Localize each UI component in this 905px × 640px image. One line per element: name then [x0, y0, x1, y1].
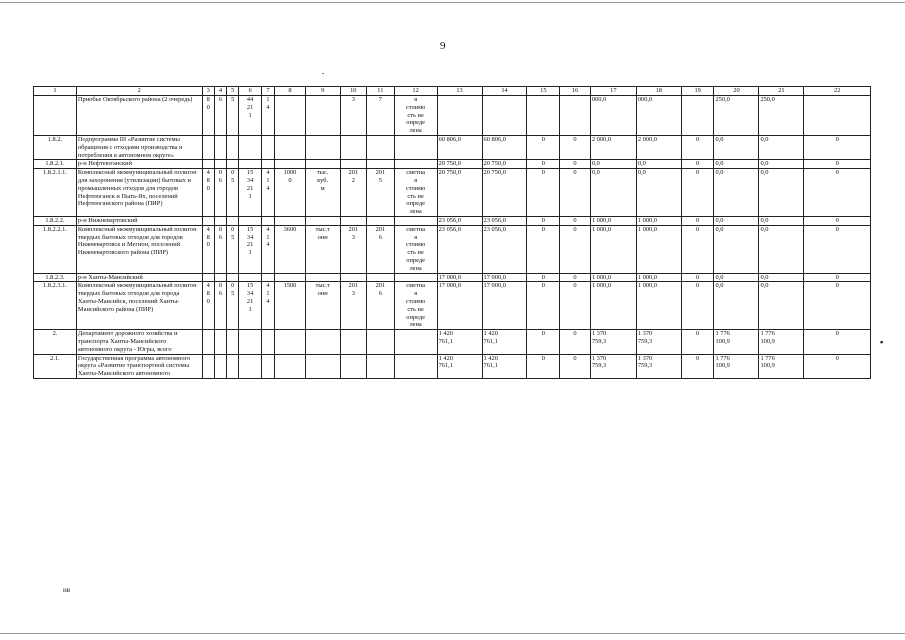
row-name-cell: Комплексный межмуниципальный полигон твердых бытовых отходов для города Ханты-Мансийск, поселений Ханты-Мансийского района (ПИР): [76, 282, 202, 330]
value-cell: 0 6: [214, 169, 226, 217]
value-cell: 0: [527, 282, 560, 330]
value-cell: 0,0: [636, 169, 681, 217]
value-cell: 0,0: [759, 225, 804, 273]
value-cell: [275, 330, 306, 354]
value-cell: [214, 160, 226, 169]
value-cell: 1 370 759,3: [590, 330, 636, 354]
value-cell: 0: [804, 135, 871, 159]
row-code-cell: 1.8.2.1.: [34, 160, 77, 169]
value-cell: [305, 273, 340, 282]
value-cell: [202, 216, 214, 225]
top-scan-border: [0, 2, 905, 3]
value-cell: [340, 135, 367, 159]
value-cell: [227, 135, 239, 159]
value-cell: 0: [527, 225, 560, 273]
row-name-cell: Подпрограмма III «Развитие системы обращения с отходами производства и потребления в автономном округе»: [76, 135, 202, 159]
value-cell: 1 420 761,1: [482, 330, 527, 354]
value-cell: [367, 135, 395, 159]
value-cell: 5: [227, 96, 239, 136]
value-cell: тыс. куб. м: [305, 169, 340, 217]
value-cell: 0,0: [590, 169, 636, 217]
value-cell: 60 806,0: [437, 135, 482, 159]
column-header: 9: [305, 87, 340, 96]
value-cell: сметна я стоимо сть не опреде лена: [394, 169, 437, 217]
value-cell: 3600: [275, 225, 306, 273]
value-cell: 20 750,0: [437, 169, 482, 217]
column-header: 3: [202, 87, 214, 96]
value-cell: 0: [527, 330, 560, 354]
table-row: [34, 330, 871, 354]
value-cell: [214, 135, 226, 159]
value-cell: [261, 160, 274, 169]
value-cell: [261, 216, 274, 225]
value-cell: 201 3: [340, 282, 367, 330]
value-cell: 0: [681, 135, 714, 159]
value-cell: 0,0: [714, 160, 759, 169]
scan-mark: -: [322, 69, 325, 77]
value-cell: 201 6: [367, 282, 395, 330]
value-cell: 0,0: [714, 216, 759, 225]
column-header: 8: [275, 87, 306, 96]
value-cell: 0,0: [714, 169, 759, 217]
value-cell: [367, 354, 395, 378]
value-cell: 0: [804, 225, 871, 273]
value-cell: 4 1 4: [261, 282, 274, 330]
footer-initials: нв: [63, 586, 71, 594]
margin-mark: ▪: [880, 337, 884, 347]
row-code-cell: 1.8.2.3.: [34, 273, 77, 282]
value-cell: 201 3: [340, 225, 367, 273]
value-cell: 17 000,0: [482, 282, 527, 330]
value-cell: 0: [804, 273, 871, 282]
value-cell: [340, 354, 367, 378]
value-cell: 1 000,0: [590, 225, 636, 273]
value-cell: 0: [560, 160, 591, 169]
value-cell: [681, 96, 714, 136]
value-cell: 1 370 759,3: [590, 354, 636, 378]
value-cell: [340, 273, 367, 282]
table-row: [34, 169, 871, 217]
value-cell: 1 776 100,9: [714, 330, 759, 354]
column-header: 17: [590, 87, 636, 96]
value-cell: 1 000,0: [636, 273, 681, 282]
table-row: [34, 273, 871, 282]
value-cell: 0 5: [227, 282, 239, 330]
value-cell: тыс.т онн: [305, 282, 340, 330]
row-code-cell: 1.8.2.3.1.: [34, 282, 77, 330]
value-cell: [305, 96, 340, 136]
value-cell: 20 750,0: [482, 160, 527, 169]
value-cell: [367, 273, 395, 282]
table-row: [34, 282, 871, 330]
value-cell: [367, 330, 395, 354]
row-code-cell: 1.8.2.2.: [34, 216, 77, 225]
value-cell: [261, 330, 274, 354]
value-cell: 0,0: [759, 282, 804, 330]
value-cell: 0,0: [714, 273, 759, 282]
value-cell: 0: [527, 273, 560, 282]
budget-table: [33, 86, 871, 379]
value-cell: [239, 273, 261, 282]
value-cell: 60 806,0: [482, 135, 527, 159]
value-cell: 0: [560, 216, 591, 225]
value-cell: [227, 216, 239, 225]
value-cell: [202, 273, 214, 282]
column-header: 5: [227, 87, 239, 96]
value-cell: 1 000,0: [636, 225, 681, 273]
table-row: [34, 354, 871, 378]
value-cell: 4 1 4: [261, 169, 274, 217]
value-cell: [275, 96, 306, 136]
value-cell: 0 6: [214, 225, 226, 273]
value-cell: [202, 160, 214, 169]
value-cell: [527, 96, 560, 136]
value-cell: [275, 354, 306, 378]
value-cell: [560, 96, 591, 136]
value-cell: 250,0: [714, 96, 759, 136]
value-cell: 0,0: [714, 225, 759, 273]
value-cell: [214, 216, 226, 225]
value-cell: 0: [527, 354, 560, 378]
row-name-cell: Департамент дорожного хозяйства и транспорта Ханты-Мансийского автономного округа - Югры, всего: [76, 330, 202, 354]
value-cell: 000,0: [590, 96, 636, 136]
value-cell: 1 776 100,9: [714, 354, 759, 378]
value-cell: 0: [804, 216, 871, 225]
value-cell: 4 8 0: [202, 282, 214, 330]
value-cell: 1 370 759,3: [636, 330, 681, 354]
value-cell: 0: [681, 282, 714, 330]
value-cell: 1 000,0: [590, 273, 636, 282]
value-cell: [394, 330, 437, 354]
page-number: 9: [440, 40, 446, 52]
value-cell: 0,0: [759, 135, 804, 159]
value-cell: [227, 160, 239, 169]
value-cell: 201 5: [367, 169, 395, 217]
value-cell: я стоимо сть не опреде лена: [394, 96, 437, 136]
value-cell: 3: [340, 96, 367, 136]
value-cell: 0: [560, 330, 591, 354]
value-cell: [261, 273, 274, 282]
value-cell: 15 34 21 1: [239, 225, 261, 273]
value-cell: [367, 216, 395, 225]
value-cell: 8 0: [202, 96, 214, 136]
value-cell: 0: [560, 282, 591, 330]
value-cell: 1 4: [261, 96, 274, 136]
value-cell: 0: [804, 282, 871, 330]
value-cell: 6: [214, 96, 226, 136]
value-cell: [394, 273, 437, 282]
value-cell: [202, 330, 214, 354]
value-cell: 0,0: [636, 160, 681, 169]
value-cell: 4 8 0: [202, 169, 214, 217]
row-code-cell: 1.8.2.: [34, 135, 77, 159]
row-name-cell: р-н Нефтеюганский: [76, 160, 202, 169]
value-cell: [275, 273, 306, 282]
value-cell: 4 1 4: [261, 225, 274, 273]
value-cell: [261, 135, 274, 159]
row-name-cell: Комплексный межмуниципальный полигон для захоронения (утилизации) бытовых и промышленных отходов для городов Нефтеюганск и Пыть-Ях, поселений Нефтеюганского района (ПИР): [76, 169, 202, 217]
value-cell: 23 056,0: [482, 216, 527, 225]
value-cell: [305, 160, 340, 169]
value-cell: 250,0: [759, 96, 804, 136]
row-code-cell: 2.: [34, 330, 77, 354]
table-row: [34, 225, 871, 273]
value-cell: [239, 216, 261, 225]
value-cell: 0: [527, 216, 560, 225]
value-cell: 0: [560, 354, 591, 378]
value-cell: [305, 330, 340, 354]
value-cell: [394, 354, 437, 378]
value-cell: [482, 96, 527, 136]
value-cell: 0,0: [759, 169, 804, 217]
value-cell: 44 21 1: [239, 96, 261, 136]
table-row: [34, 160, 871, 169]
value-cell: 1 420 761,1: [482, 354, 527, 378]
value-cell: 1 776 100,9: [759, 354, 804, 378]
value-cell: 000,0: [636, 96, 681, 136]
value-cell: [305, 354, 340, 378]
value-cell: [227, 354, 239, 378]
value-cell: 0: [560, 169, 591, 217]
value-cell: 2 000,0: [636, 135, 681, 159]
value-cell: [239, 330, 261, 354]
value-cell: 20 750,0: [482, 169, 527, 217]
value-cell: 4 8 0: [202, 225, 214, 273]
value-cell: [239, 160, 261, 169]
table-row: [34, 96, 871, 136]
value-cell: сметна я стоимо сть не опреде лена: [394, 225, 437, 273]
value-cell: 23 056,0: [482, 225, 527, 273]
value-cell: 7: [367, 96, 395, 136]
value-cell: [340, 160, 367, 169]
value-cell: сметна я стоимо сть не опреде лена: [394, 282, 437, 330]
column-header: 4: [214, 87, 226, 96]
value-cell: 17 000,0: [437, 282, 482, 330]
value-cell: 1500: [275, 282, 306, 330]
column-header: 22: [804, 87, 871, 96]
value-cell: 1 776 100,9: [759, 330, 804, 354]
table-row: [34, 135, 871, 159]
value-cell: [261, 354, 274, 378]
value-cell: [214, 354, 226, 378]
column-header: 16: [560, 87, 591, 96]
column-header: 2: [76, 87, 202, 96]
value-cell: 0: [681, 160, 714, 169]
value-cell: [239, 354, 261, 378]
value-cell: 0 5: [227, 169, 239, 217]
value-cell: [305, 216, 340, 225]
value-cell: 0,0: [759, 160, 804, 169]
value-cell: 0,0: [759, 216, 804, 225]
column-header: 13: [437, 87, 482, 96]
value-cell: 0: [681, 225, 714, 273]
value-cell: 1 370 759,3: [636, 354, 681, 378]
value-cell: [437, 96, 482, 136]
value-cell: тыс.т онн: [305, 225, 340, 273]
value-cell: 0,0: [759, 273, 804, 282]
value-cell: [340, 216, 367, 225]
value-cell: 1 000,0: [590, 216, 636, 225]
value-cell: 0: [681, 354, 714, 378]
value-cell: 0: [527, 169, 560, 217]
row-code-cell: [34, 96, 77, 136]
column-header: 19: [681, 87, 714, 96]
value-cell: 1000 0: [275, 169, 306, 217]
value-cell: [275, 160, 306, 169]
row-name-cell: р-н Ханты-Мансийский: [76, 273, 202, 282]
table-row: [34, 216, 871, 225]
value-cell: 0: [527, 160, 560, 169]
value-cell: 0: [804, 330, 871, 354]
value-cell: 23 056,0: [437, 225, 482, 273]
value-cell: 201 6: [367, 225, 395, 273]
value-cell: 1 000,0: [636, 216, 681, 225]
row-code-cell: 2.1.: [34, 354, 77, 378]
value-cell: 2 000,0: [590, 135, 636, 159]
value-cell: 1 420 761,1: [437, 330, 482, 354]
value-cell: 20 750,0: [437, 160, 482, 169]
value-cell: 0: [681, 169, 714, 217]
column-header: 1: [34, 87, 77, 96]
row-name-cell: Государственная программа автономного округа «Развитие транспортной системы Ханты-Мансийского автономного: [76, 354, 202, 378]
value-cell: 0,0: [714, 135, 759, 159]
value-cell: [394, 160, 437, 169]
value-cell: 201 2: [340, 169, 367, 217]
value-cell: 0 6: [214, 282, 226, 330]
value-cell: 1 000,0: [590, 282, 636, 330]
value-cell: [202, 354, 214, 378]
value-cell: 17 000,0: [437, 273, 482, 282]
column-header: 20: [714, 87, 759, 96]
column-header: 21: [759, 87, 804, 96]
value-cell: 0: [681, 216, 714, 225]
value-cell: [275, 216, 306, 225]
row-code-cell: 1.8.2.1.1.: [34, 169, 77, 217]
row-name-cell: р-н Нижневартовский: [76, 216, 202, 225]
column-header: 6: [239, 87, 261, 96]
column-header: 15: [527, 87, 560, 96]
value-cell: 0: [527, 135, 560, 159]
value-cell: 0 5: [227, 225, 239, 273]
value-cell: [804, 96, 871, 136]
value-cell: 0: [560, 135, 591, 159]
value-cell: 17 000,0: [482, 273, 527, 282]
value-cell: [239, 135, 261, 159]
value-cell: 23 056,0: [437, 216, 482, 225]
value-cell: [305, 135, 340, 159]
bottom-scan-border: [0, 633, 905, 634]
column-header: 14: [482, 87, 527, 96]
row-name-cell: Комплексный межмуниципальный полигон твердых бытовых отходов для городов Нижневартовск и Мегион, поселений Нижневартовского района (ПИР): [76, 225, 202, 273]
value-cell: [202, 135, 214, 159]
value-cell: 0: [560, 273, 591, 282]
value-cell: [227, 330, 239, 354]
row-code-cell: 1.8.2.2.1.: [34, 225, 77, 273]
value-cell: 0,0: [590, 160, 636, 169]
value-cell: 1 000,0: [636, 282, 681, 330]
value-cell: 0,0: [714, 282, 759, 330]
value-cell: [214, 273, 226, 282]
column-header: 7: [261, 87, 274, 96]
value-cell: 15 34 21 1: [239, 169, 261, 217]
value-cell: 0: [681, 330, 714, 354]
value-cell: [275, 135, 306, 159]
value-cell: 0: [804, 169, 871, 217]
value-cell: 0: [681, 273, 714, 282]
row-name-cell: Приобье Октябрьского района (2 очередь): [76, 96, 202, 136]
value-cell: [394, 216, 437, 225]
value-cell: 0: [804, 354, 871, 378]
value-cell: 15 34 21 1: [239, 282, 261, 330]
value-cell: 0: [560, 225, 591, 273]
value-cell: 0: [804, 160, 871, 169]
value-cell: [394, 135, 437, 159]
column-header: 12: [394, 87, 437, 96]
table-header-row: [34, 87, 871, 96]
column-header: 10: [340, 87, 367, 96]
value-cell: 1 420 761,1: [437, 354, 482, 378]
value-cell: [340, 330, 367, 354]
value-cell: [367, 160, 395, 169]
value-cell: [227, 273, 239, 282]
value-cell: [214, 330, 226, 354]
column-header: 11: [367, 87, 395, 96]
column-header: 18: [636, 87, 681, 96]
